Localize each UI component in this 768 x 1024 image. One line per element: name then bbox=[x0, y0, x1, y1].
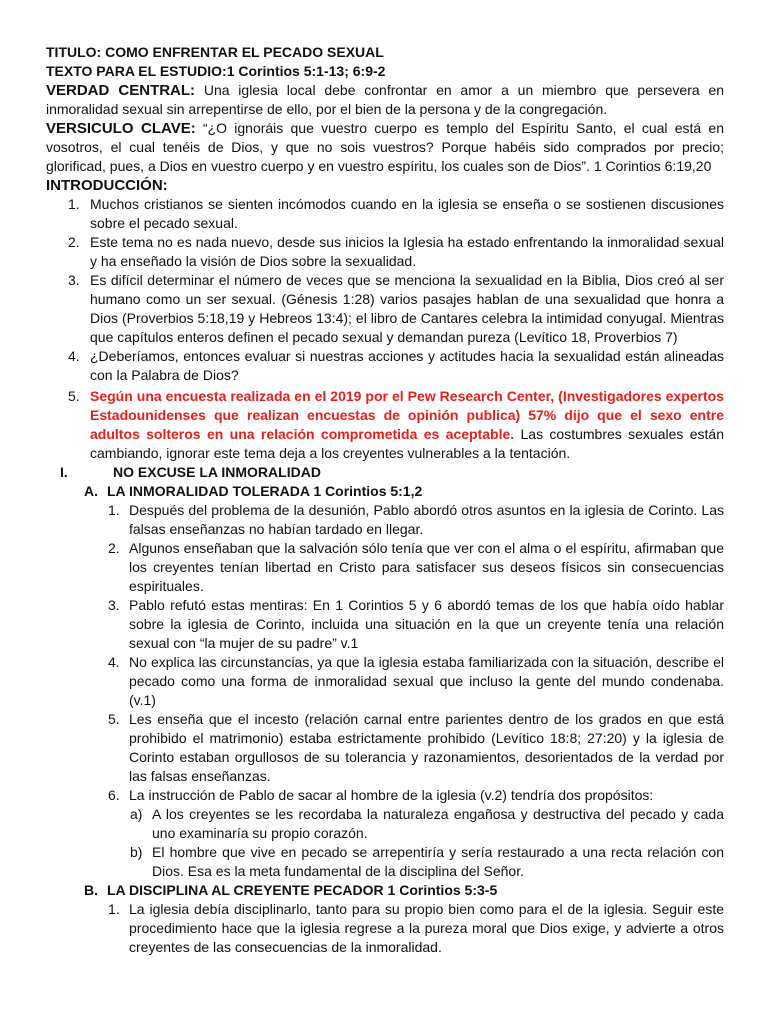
item-number: 6. bbox=[108, 787, 120, 803]
list-subitem bbox=[46, 843, 724, 881]
subsection-a-list bbox=[46, 501, 724, 881]
item-text: Algunos enseñaban que la salvación sólo tenía que ver con el alma o el espíritu, afirmaban que los creyentes tenían libertad en Cristo para satisfacer sus deseos físicos sin consecuencias espirituales. bbox=[129, 540, 724, 594]
item-number: 1. bbox=[108, 502, 120, 518]
list-item bbox=[46, 233, 724, 271]
central-truth-label: VERDAD CENTRAL: bbox=[46, 82, 196, 99]
item-text: Este tema no es nada nuevo, desde sus inicios la Iglesia ha estado enfrentando la inmoralidad sexual y ha enseñado la visión de Dios sobre la sexualidad. bbox=[90, 234, 724, 269]
item-text: Después del problema de la desunión, Pablo abordó otros asuntos en la iglesia de Corinto. Las falsas enseñanzas no habían tardado en llegar. bbox=[129, 502, 724, 537]
section-title: NO EXCUSE LA INMORALIDAD bbox=[113, 464, 321, 480]
item-text: El hombre que vive en pecado se arrepentiría y sería restaurado a una recta relación con Dios. Esa es la meta fundamental de la disciplina del Señor. bbox=[152, 844, 724, 879]
list-item bbox=[46, 387, 724, 463]
item-letter: a) bbox=[130, 806, 143, 822]
item-text: No explica las circunstancias, ya que la iglesia estaba familiarizada con la situación, describe el pecado como una forma de inmoralidad sexual que incluso la gente del mundo condenaba. (v.1) bbox=[129, 654, 724, 708]
item-number: 4. bbox=[108, 654, 120, 670]
list-item bbox=[46, 786, 724, 805]
subsection-title: LA DISCIPLINA AL CREYENTE PECADOR 1 Corintios 5:3-5 bbox=[107, 882, 498, 898]
list-item bbox=[46, 195, 724, 233]
subsection-title: LA INMORALIDAD TOLERADA 1 Corintios 5:1,2 bbox=[107, 483, 423, 499]
introduction-list bbox=[46, 195, 724, 463]
section-numeral: I. bbox=[60, 464, 68, 480]
item-text: Les enseña que el incesto (relación carnal entre parientes dentro de los grados en que está prohibido el matrimonio) estaba estrictamente prohibido (Levítico 18:8; 27:20) y la iglesia de Corinto estaban orgullosos de su tolerancia y razonamientos, desorientados de la verdad por las falsas enseñanzas. bbox=[129, 711, 724, 784]
item-number: 2. bbox=[108, 540, 120, 556]
section-heading bbox=[46, 463, 724, 482]
item-text: La iglesia debía disciplinarlo, tanto para su propio bien como para el de la iglesia. Seguir este procedimiento hace que la iglesia regrese a la pureza moral que Dios exige, y advierte a otros creyentes de las consecuencias de la inmoralidad. bbox=[129, 901, 724, 955]
list-item bbox=[46, 710, 724, 786]
item-text: Muchos cristianos se sienten incómodos cuando en la iglesia se enseña o se sostienen discusiones sobre el pecado sexual. bbox=[90, 196, 724, 231]
subsection-letter: B. bbox=[84, 882, 98, 898]
item-number: 3. bbox=[68, 272, 80, 288]
item-text: La instrucción de Pablo de sacar al hombre de la iglesia (v.2) tendría dos propósitos: bbox=[129, 787, 654, 803]
list-item bbox=[46, 596, 724, 653]
subsection-b-list bbox=[46, 900, 724, 957]
item-number: 4. bbox=[68, 348, 80, 364]
item-number: 1. bbox=[108, 901, 120, 917]
introduction-heading: INTRODUCCIÓN: bbox=[46, 177, 168, 194]
item-letter: b) bbox=[130, 844, 143, 860]
study-text-reference: TEXTO PARA EL ESTUDIO:1 Corintios 5:1-13; 6:9-2 bbox=[46, 63, 386, 79]
list-item bbox=[46, 900, 724, 957]
subsection-heading bbox=[46, 881, 724, 900]
subsection-letter: A. bbox=[84, 483, 98, 499]
item-text: Es difícil determinar el número de veces que se menciona la sexualidad en la Biblia, Dios creó al ser humano como un ser sexual. (Génesis 1:28) varios pasajes hablan de una sexualidad que honra a Dios (Proverbios 5:18,19 y Hebreos 13:4); el libro de Cantares celebra la intimidad conyugal. Mientras que capítulos enteros definen el pecado sexual y demandan pureza (Levítico 18, Proverbios 7) bbox=[90, 272, 724, 345]
item-text: ¿Deberíamos, entonces evaluar si nuestras acciones y actitudes hacia la sexualidad están alineadas con la Palabra de Dios? bbox=[90, 348, 724, 383]
list-subitem bbox=[46, 805, 724, 843]
list-item bbox=[46, 501, 724, 539]
item-number: 3. bbox=[108, 597, 120, 613]
item-number: 1. bbox=[68, 196, 80, 212]
item-text: Las costumbres sexuales están cambiando, ignorar este tema deja a los creyentes vulnerables a la tentación. bbox=[90, 426, 724, 461]
item-text: Pablo refutó estas mentiras: En 1 Corintios 5 y 6 abordó temas de los que había oído hablar sobre la iglesia de Corinto, incluida una situación en la que un creyente tenía una relación sexual con “la mujer de su padre” v.1 bbox=[129, 597, 724, 651]
highlighted-statistic-text: Según una encuesta realizada en el 2019 por el Pew Research Center, (Investigadores expertos Estadounidenses que realizan encuestas de opinión publica) 57% dijo que el sexo entre adultos solteros en una relación comprometida es aceptable. bbox=[90, 388, 724, 442]
item-text: A los creyentes se les recordaba la naturaleza engañosa y destructiva del pecado y cada uno examinaría su propio corazón. bbox=[152, 806, 724, 841]
subsection-heading bbox=[46, 482, 724, 501]
document-page bbox=[46, 43, 724, 957]
key-verse-paragraph bbox=[46, 119, 724, 176]
list-item bbox=[46, 539, 724, 596]
item-number: 5. bbox=[108, 711, 120, 727]
list-item bbox=[46, 271, 724, 347]
item-number: 5. bbox=[68, 388, 80, 404]
document-title: TITULO: COMO ENFRENTAR EL PECADO SEXUAL bbox=[46, 44, 384, 60]
list-item bbox=[46, 347, 724, 385]
key-verse-text: “¿O ignoráis que vuestro cuerpo es templo del Espíritu Santo, el cual está en vosotros, el cual tenéis de Dios, y que no sois vuestros? Porque habéis sido comprados por precio; glorificad, pues, a Dios en vuestro cuerpo y en vuestro espíritu, los cuales son de Dios”. 1 Corintios 6:19,20 bbox=[46, 120, 725, 174]
list-item bbox=[46, 653, 724, 710]
central-truth-paragraph bbox=[46, 81, 724, 119]
key-verse-label: VERSICULO CLAVE: bbox=[46, 120, 196, 137]
central-truth-text: Una iglesia local debe confrontar en amor a un miembro que persevera en inmoralidad sexual sin arrepentirse de ello, por el bien de la persona y de la congregación. bbox=[46, 82, 724, 117]
item-number: 2. bbox=[68, 234, 80, 250]
